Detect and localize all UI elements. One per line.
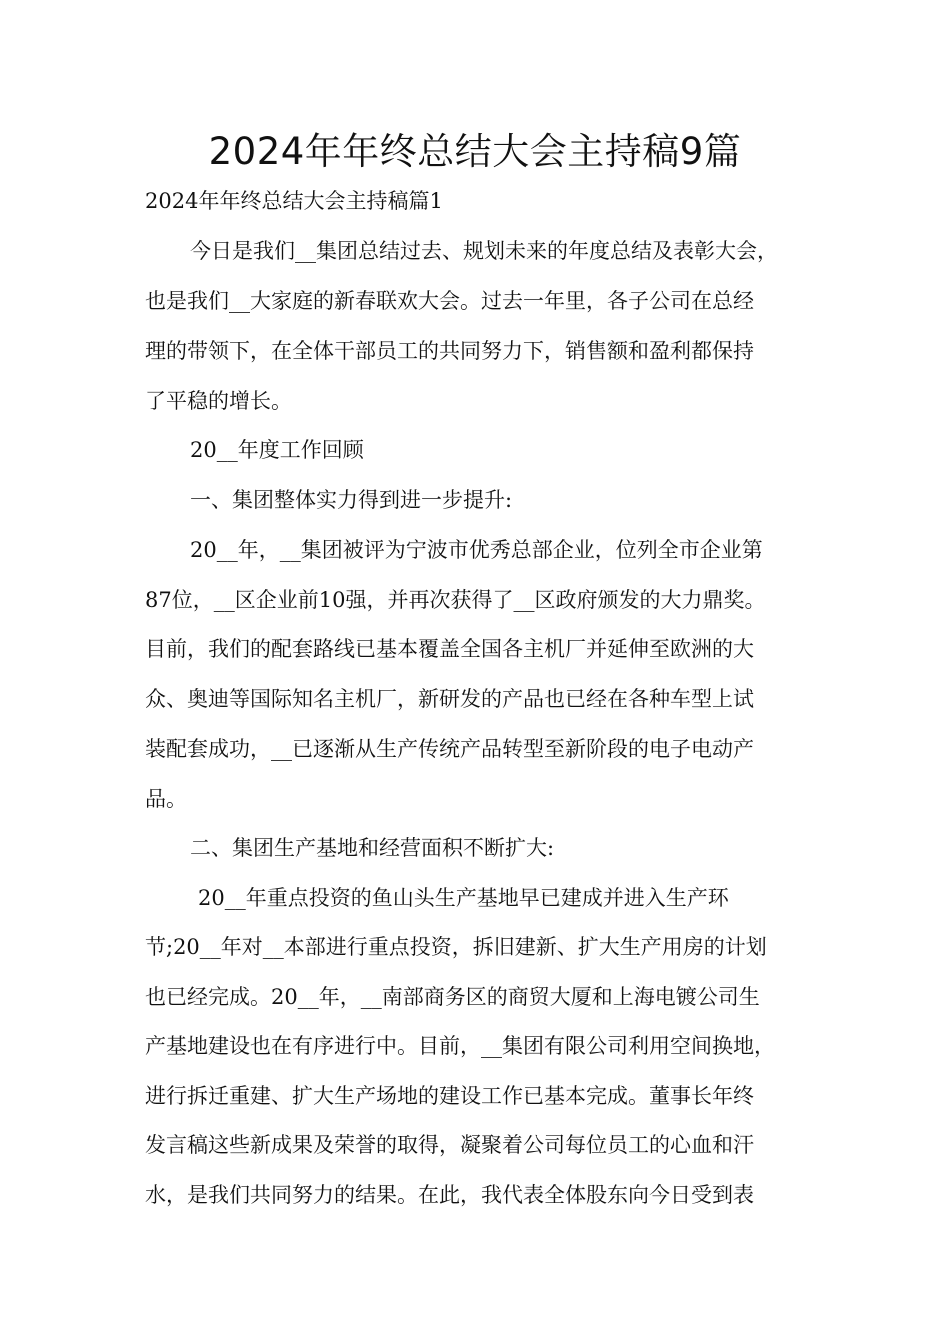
subheading: 一、集团整体实力得到进一步提升: (190, 488, 513, 512)
document-title: 2024年年终总结大会主持稿9篇 (208, 130, 742, 173)
paragraph-line: 20__年，__集团被评为宁波市优秀总部企业，位列全市企业第 (190, 538, 763, 562)
section-heading: 2024年年终总结大会主持稿篇1 (145, 189, 443, 213)
paragraph-line: 发言稿这些新成果及荣誉的取得，凝聚着公司每位员工的心血和汗 (145, 1133, 754, 1157)
paragraph-line: 87位，__区企业前10强，并再次获得了__区政府颁发的大力鼎奖。 (145, 588, 766, 612)
paragraph-line: 进行拆迁重建、扩大生产场地的建设工作已基本完成。董事长年终 (145, 1084, 754, 1108)
subheading: 二、集团生产基地和经营面积不断扩大: (190, 836, 555, 860)
paragraph-line: 产基地建设也在有序进行中。目前，__集团有限公司利用空间换地， (145, 1034, 775, 1058)
paragraph-line: 节;20__年对__本部进行重点投资，拆旧建新、扩大生产用房的计划 (145, 935, 767, 959)
paragraph-line: 20__年重点投资的鱼山头生产基地早已建成并进入生产环 (198, 886, 729, 910)
paragraph-line: 众、奥迪等国际知名主机厂，新研发的产品也已经在各种车型上试 (145, 687, 754, 711)
paragraph-line: 今日是我们__集团总结过去、规划未来的年度总结及表彰大会， (190, 239, 778, 263)
paragraph-line: 装配套成功，__已逐渐从生产传统产品转型至新阶段的电子电动产 (145, 737, 754, 761)
paragraph-line: 也已经完成。20__年，__南部商务区的商贸大厦和上海电镀公司生 (145, 985, 760, 1009)
subheading: 20__年度工作回顾 (190, 438, 364, 462)
paragraph-line: 品。 (145, 787, 187, 811)
paragraph-line: 水，是我们共同努力的结果。在此，我代表全体股东向今日受到表 (145, 1183, 754, 1207)
paragraph-line: 了平稳的增长。 (145, 389, 292, 413)
paragraph-line: 理的带领下，在全体干部员工的共同努力下，销售额和盈利都保持 (145, 339, 754, 363)
paragraph-line: 也是我们__大家庭的新春联欢大会。过去一年里，各子公司在总经 (145, 289, 754, 313)
paragraph-line: 目前，我们的配套路线已基本覆盖全国各主机厂并延伸至欧洲的大 (145, 637, 754, 661)
